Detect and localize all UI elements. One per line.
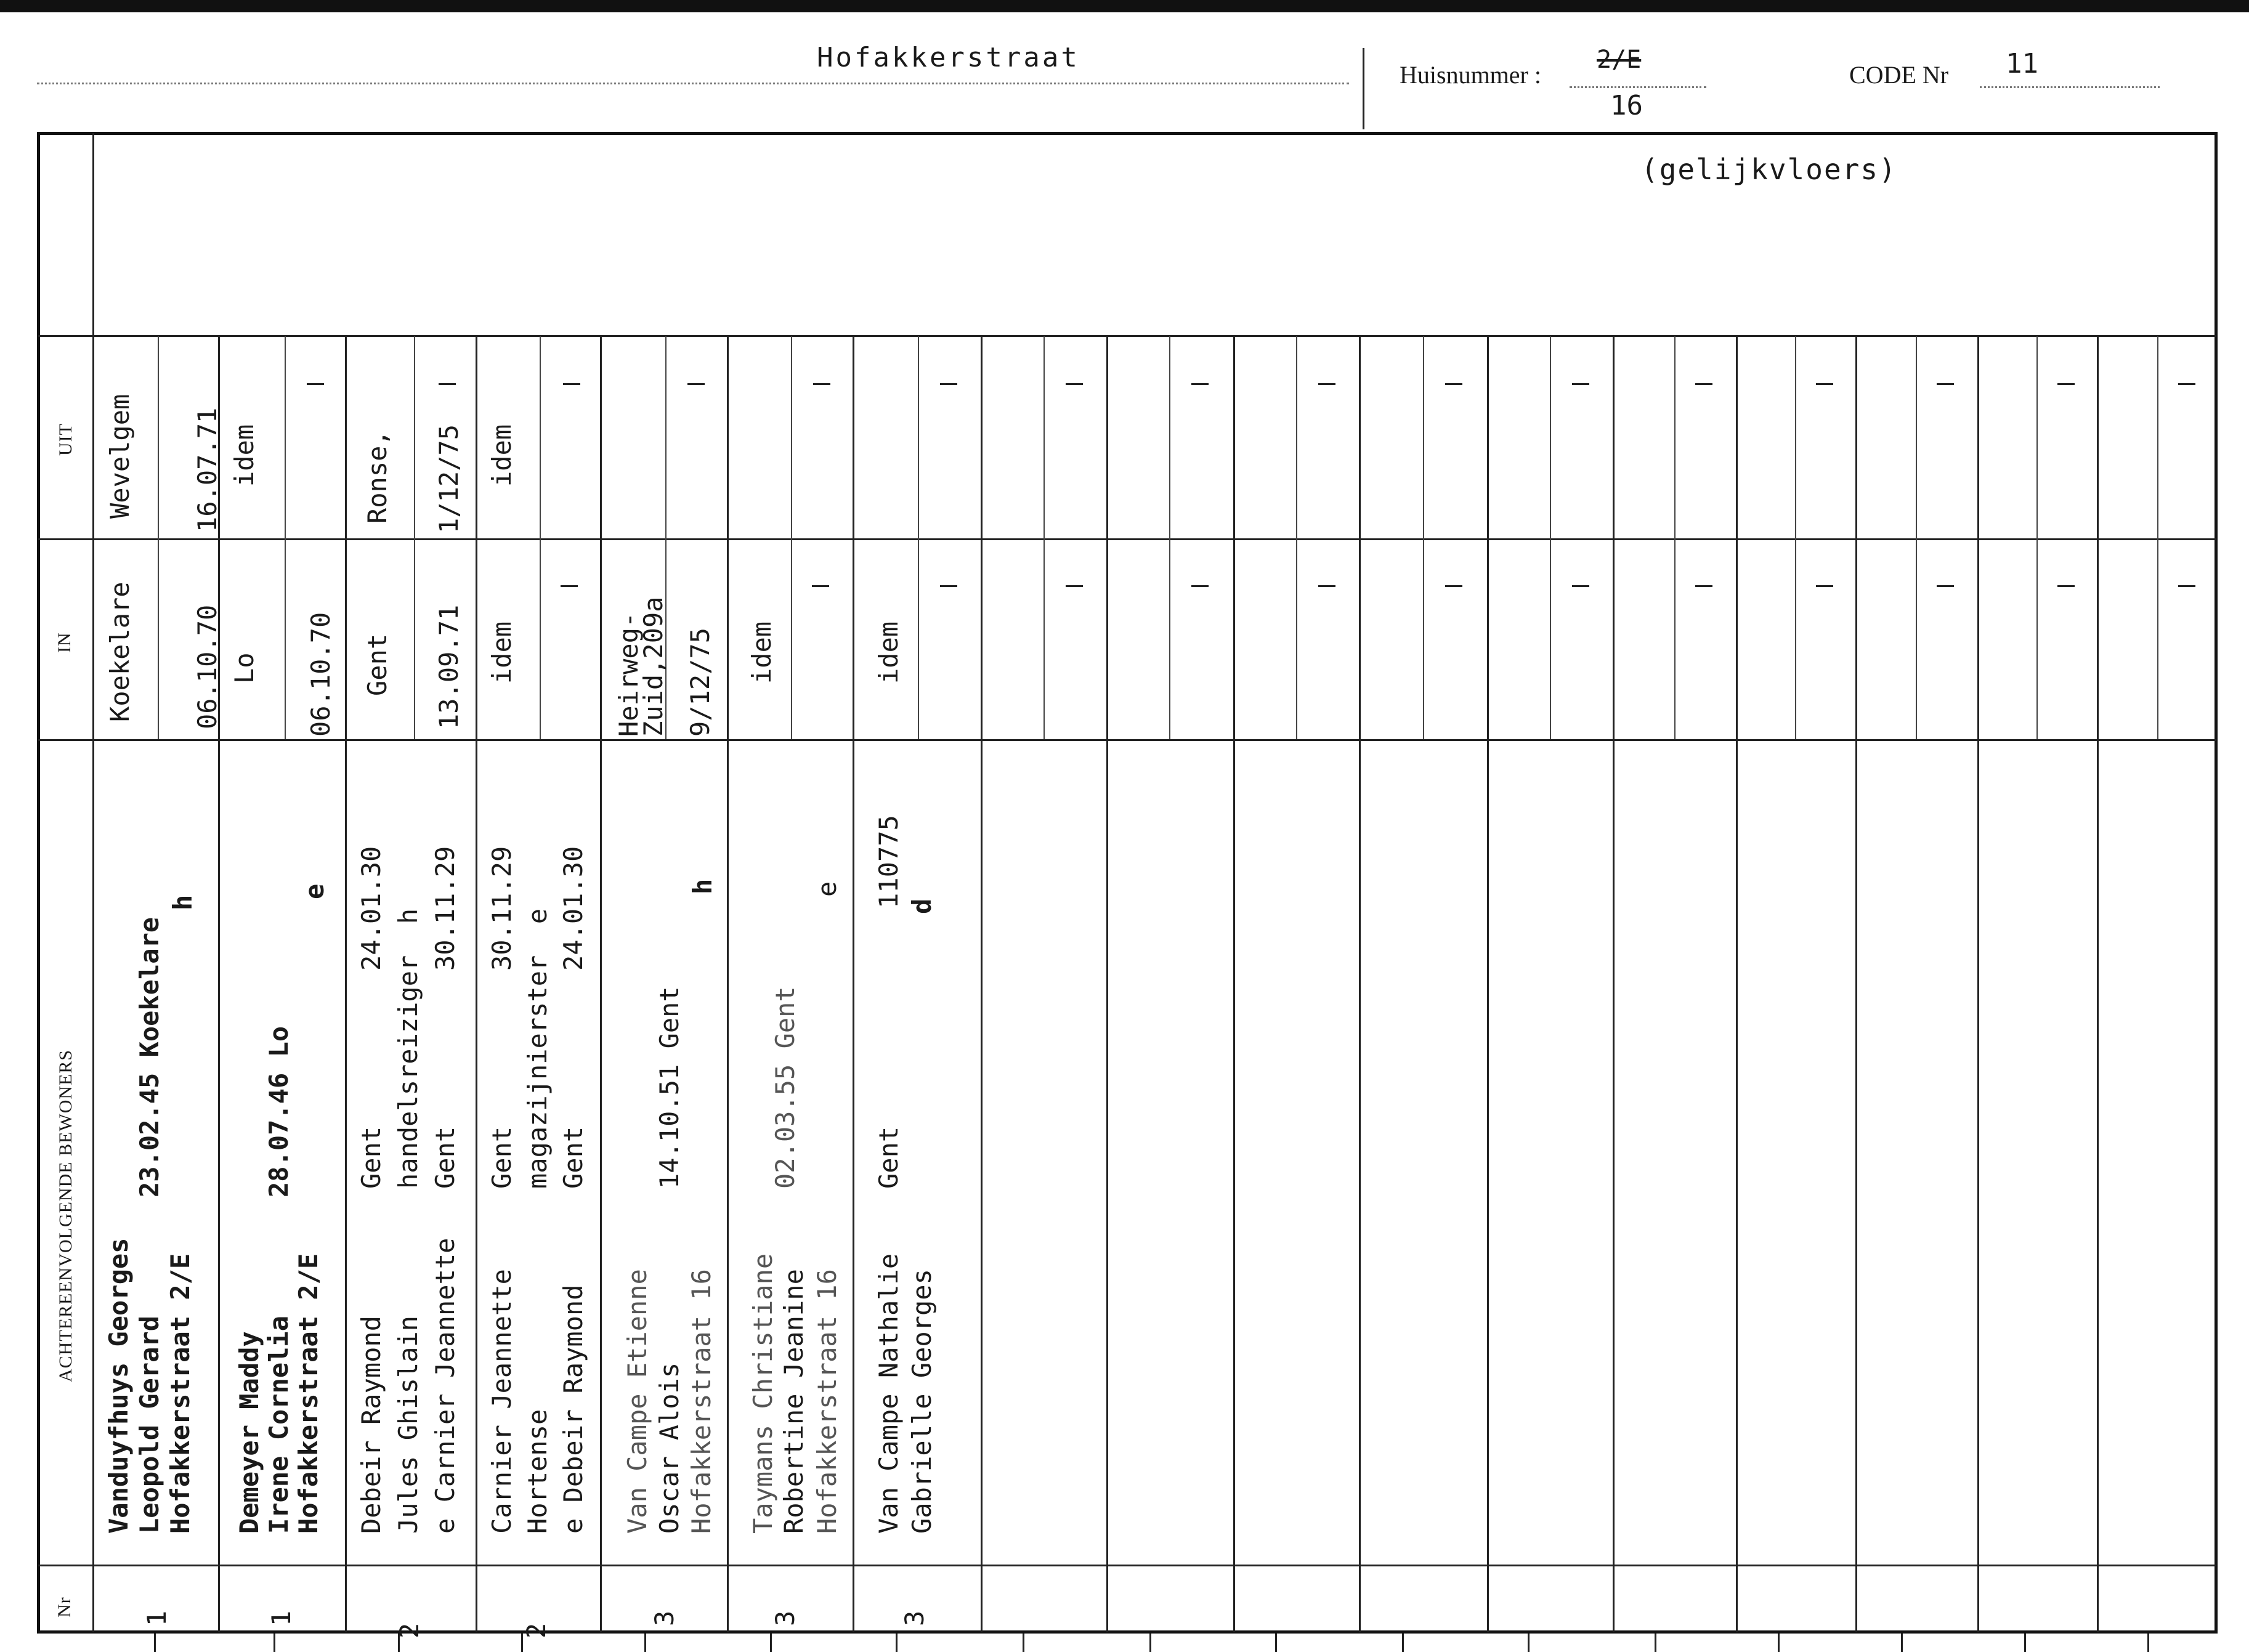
entry-number: 1 <box>142 1610 172 1626</box>
resident-birth-details: Gent 24.01.30 <box>356 846 386 1189</box>
empty-dash <box>1816 383 1833 385</box>
column-divider <box>476 336 477 1632</box>
edge-tick <box>1528 1634 1530 1652</box>
empty-dash <box>812 585 829 587</box>
resident-spouse-birth: Gent 24.01.30 <box>558 846 588 1189</box>
uit-top-line <box>38 335 2216 337</box>
empty-dash <box>2057 383 2075 385</box>
resident-name-line: Hortense <box>522 1409 553 1534</box>
resident-name-line: Debeir Raymond <box>356 1315 386 1534</box>
resident-name-line: Irene Cornelia <box>264 1315 294 1534</box>
resident-name-line: Demeyer Maddy <box>234 1331 264 1534</box>
in-place: Heirweg- <box>614 612 644 737</box>
resident-birth-details: 23.02.45 Koekelare <box>134 917 164 1197</box>
entry-number: 3 <box>899 1610 930 1626</box>
empty-dash <box>2178 585 2195 587</box>
code-dotted-line <box>1980 86 2160 88</box>
empty-dash <box>1695 383 1712 385</box>
empty-dash <box>1445 383 1462 385</box>
column-divider <box>2097 336 2099 1632</box>
nr-label: Nr <box>54 1597 75 1618</box>
sub-divider <box>1423 336 1424 739</box>
column-divider <box>600 336 602 1632</box>
in-label: IN <box>54 632 75 653</box>
empty-dash <box>687 383 705 385</box>
resident-address-line: Hofakkerstraat 16 <box>812 1269 842 1534</box>
in-place: idem <box>487 621 517 684</box>
empty-dash <box>1318 585 1335 587</box>
label-column-divider <box>92 133 94 1632</box>
uit-place: idem <box>487 424 517 487</box>
empty-dash <box>1816 585 1833 587</box>
column-divider <box>1359 336 1361 1632</box>
edge-tick <box>1023 1634 1024 1652</box>
edge-tick <box>2024 1634 2026 1652</box>
scan-top-edge <box>0 0 2249 12</box>
column-divider <box>1613 336 1615 1632</box>
in-top-line <box>38 538 2216 540</box>
resident-address-line: Hofakkerstraat 16 <box>686 1269 716 1534</box>
empty-dash <box>1572 585 1589 587</box>
empty-dash <box>1318 383 1335 385</box>
in-place: Koekelare <box>105 581 135 722</box>
column-divider <box>727 336 729 1632</box>
empty-dash <box>2178 383 2195 385</box>
empty-dash <box>561 585 578 587</box>
resident-spouse-birth: Gent 30.11.29 <box>430 846 460 1189</box>
resident-birth-details: 14.10.51 Gent <box>654 986 684 1189</box>
uit-place: Wevelgem <box>105 394 135 519</box>
resident-name-line: Vanduyfhuys Georges <box>103 1237 134 1534</box>
in-place: idem <box>873 621 904 684</box>
sub-divider <box>1795 336 1796 739</box>
empty-dash <box>1066 585 1083 587</box>
floor-note: (gelijkvloers) <box>1641 153 1897 186</box>
resident-spouse-line: e Carnier Jeannette <box>430 1237 460 1534</box>
in-date: 9/12/75 <box>685 627 715 737</box>
edge-tick <box>644 1634 646 1652</box>
in-place-2: Zuid,209a <box>638 596 668 737</box>
edge-tick <box>154 1634 156 1652</box>
sub-divider <box>1296 336 1297 739</box>
resident-name-line: Taymans Christiane <box>748 1253 778 1534</box>
entry-number: 1 <box>266 1610 296 1626</box>
sub-divider <box>918 336 919 739</box>
resident-name-line: Jules Ghislain <box>393 1315 423 1534</box>
uit-place: idem <box>229 424 259 487</box>
resident-spouse-line: e Debeir Raymond <box>558 1284 588 1534</box>
in-date: 06.10.70 <box>306 612 336 737</box>
entry-number: 3 <box>770 1610 800 1626</box>
resident-occupation: handelsreiziger h <box>393 908 423 1189</box>
sub-divider <box>1674 336 1676 739</box>
in-place: Gent <box>362 633 392 696</box>
edge-tick <box>2147 1634 2149 1652</box>
entry-number: 2 <box>394 1622 424 1638</box>
resident-birth-details: 02.03.55 Gent <box>770 986 800 1189</box>
column-divider <box>1855 336 1857 1632</box>
street-name: Hofakkerstraat <box>817 42 1080 73</box>
column-divider <box>1487 336 1489 1632</box>
edge-tick <box>274 1634 275 1652</box>
empty-dash <box>1066 383 1083 385</box>
in-place: Lo <box>229 652 259 684</box>
edge-tick <box>770 1634 772 1652</box>
sub-divider <box>1169 336 1170 739</box>
sub-divider <box>414 336 415 739</box>
empty-dash <box>940 585 957 587</box>
edge-tick <box>1655 1634 1656 1652</box>
column-divider <box>1233 336 1235 1632</box>
empty-dash <box>1937 585 1954 587</box>
code-value: 11 <box>2006 48 2038 79</box>
gender-mark: h <box>168 894 198 910</box>
column-divider <box>1736 336 1738 1632</box>
sub-divider <box>1916 336 1917 739</box>
empty-dash <box>563 383 580 385</box>
empty-dash <box>1937 383 1954 385</box>
empty-dash <box>307 383 324 385</box>
resident-birth-details: 28.07.46 Lo <box>264 1026 294 1197</box>
edge-tick <box>1149 1634 1151 1652</box>
gender-mark: e <box>812 881 842 897</box>
uit-date: 16.07.71 <box>192 407 222 532</box>
empty-dash <box>439 383 456 385</box>
resident-address-line: Hofakkerstraat 2/E <box>165 1253 195 1534</box>
sub-divider <box>540 336 541 739</box>
column-divider <box>981 336 983 1632</box>
empty-dash <box>2057 585 2075 587</box>
edge-tick <box>1901 1634 1903 1652</box>
uit-place: Ronse, <box>362 430 392 524</box>
column-divider <box>1977 336 1979 1632</box>
resident-name-line: Oscar Alois <box>654 1362 684 1534</box>
empty-dash <box>940 383 957 385</box>
street-dotted-line <box>37 83 1349 84</box>
gender-mark: d <box>907 898 937 914</box>
sub-divider <box>1043 336 1045 739</box>
edge-tick <box>896 1634 898 1652</box>
uit-date: 1/12/75 <box>434 424 464 533</box>
resident-name-line: Gabrielle Georges <box>907 1269 937 1534</box>
code-label: CODE Nr <box>1849 61 1949 89</box>
edge-tick <box>1275 1634 1277 1652</box>
gender-mark: e <box>299 883 330 899</box>
column-divider <box>345 336 347 1632</box>
resident-name-line: Leopold Gerard <box>134 1315 164 1534</box>
resident-name-line: Van Campe Nathalie <box>873 1253 904 1534</box>
empty-dash <box>813 383 830 385</box>
empty-dash <box>1445 585 1462 587</box>
huisnummer-label: Huisnummer : <box>1400 61 1541 89</box>
resident-occupation: magazijnierster e <box>522 908 553 1189</box>
column-divider <box>1106 336 1108 1632</box>
sub-divider <box>2157 336 2158 739</box>
header-divider <box>1363 48 1364 129</box>
resident-birth-details: Gent 30.11.29 <box>487 846 517 1189</box>
resident-name-line: Carnier Jeannette <box>487 1269 517 1534</box>
huisnummer-dotted-line <box>1570 86 1706 88</box>
empty-dash <box>1191 585 1209 587</box>
in-place: idem <box>747 621 777 684</box>
entry-number: 2 <box>521 1622 551 1638</box>
gender-mark: h <box>687 878 718 894</box>
sub-divider <box>791 336 792 739</box>
resident-address-line: Hofakkerstraat 2/E <box>293 1253 323 1534</box>
huisnummer-value: 16 <box>1610 90 1643 121</box>
empty-dash <box>1572 383 1589 385</box>
edge-tick <box>1402 1634 1404 1652</box>
bewoners-top-line <box>38 739 2216 741</box>
sub-divider <box>2036 336 2038 739</box>
sub-divider <box>285 336 286 739</box>
empty-dash <box>1695 585 1712 587</box>
entry-number: 3 <box>649 1610 679 1626</box>
sub-divider <box>158 336 159 739</box>
huisnummer-struck: 2/E <box>1597 46 1642 74</box>
column-divider <box>853 336 854 1632</box>
nr-top-line <box>38 1565 2216 1566</box>
bewoners-label: ACHTEREENVOLGENDE BEWONERS <box>55 1049 76 1382</box>
uit-label: UIT <box>55 423 76 456</box>
in-date: 06.10.70 <box>192 604 222 729</box>
edge-tick <box>1778 1634 1780 1652</box>
resident-birth-details: Gent 110775 <box>873 815 904 1189</box>
empty-dash <box>1191 383 1209 385</box>
resident-name-line: Van Campe Etienne <box>622 1269 652 1534</box>
in-date: 13.09.71 <box>434 604 464 729</box>
sub-divider <box>1550 336 1551 739</box>
resident-name-line: Robertine Jeanine <box>779 1269 809 1534</box>
